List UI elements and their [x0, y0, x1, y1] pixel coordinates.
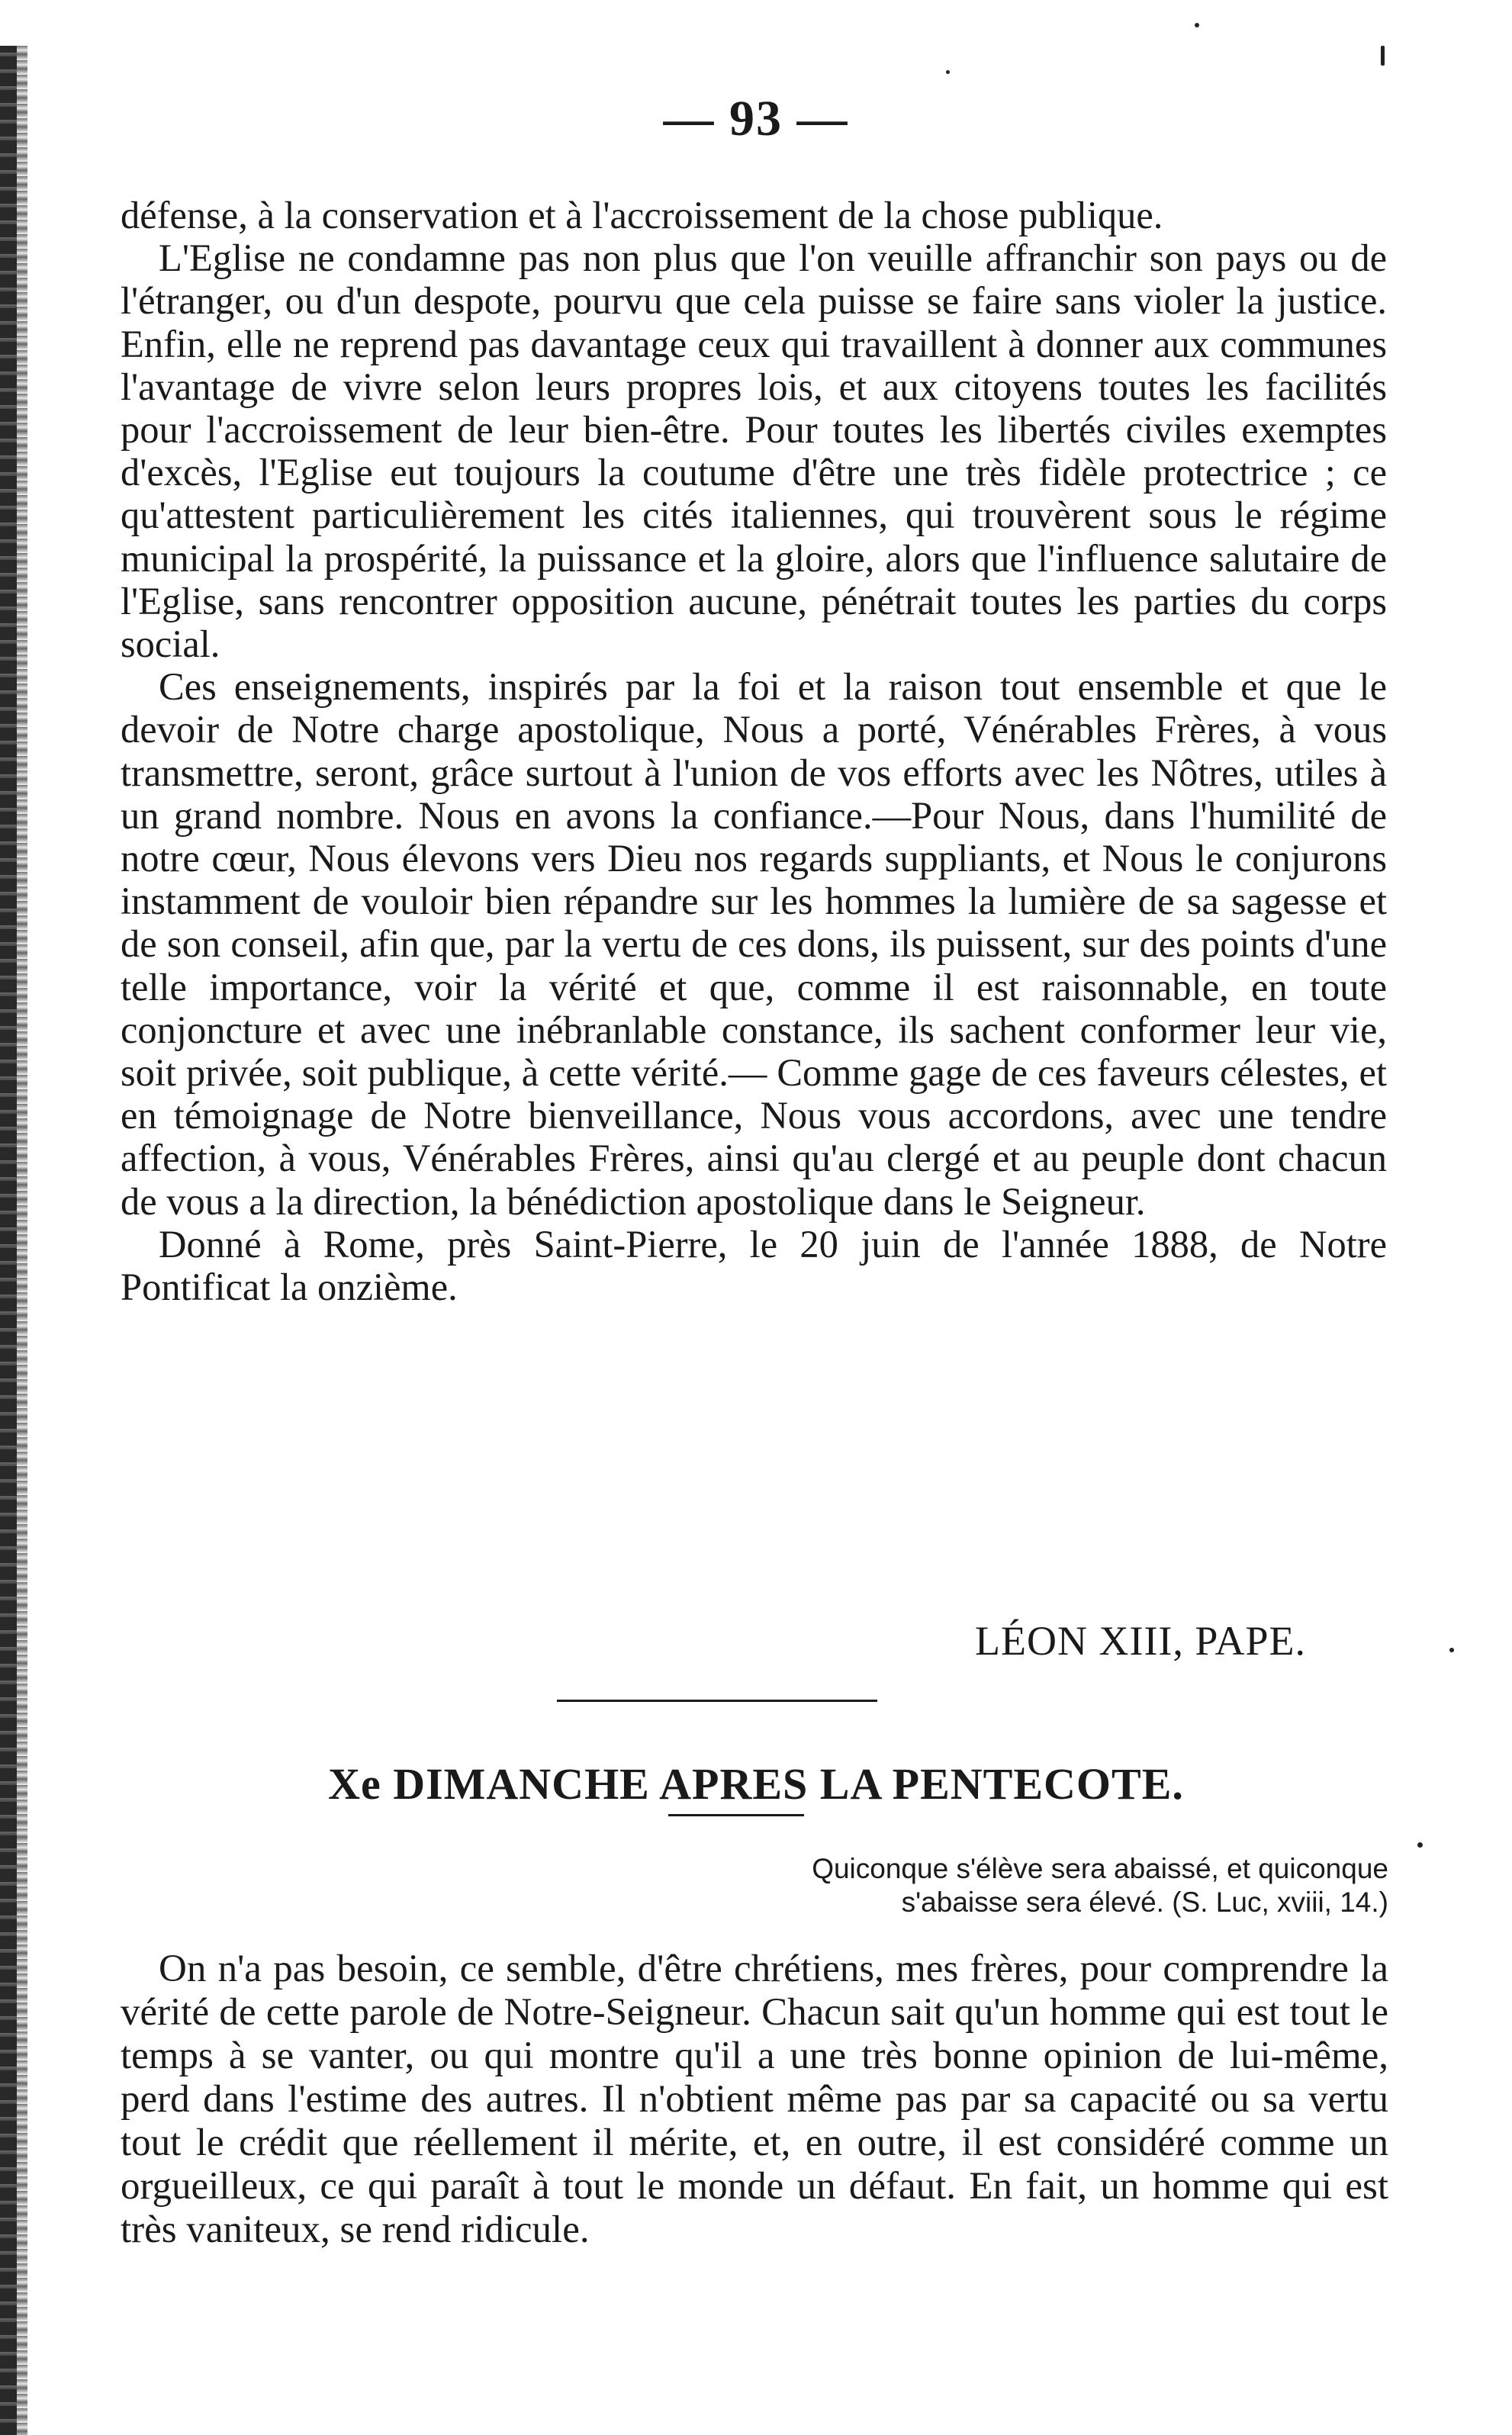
- section-divider: [557, 1700, 877, 1702]
- epigraph-line: Quiconque s'élève sera abaissé, et quiconque: [812, 1853, 1388, 1884]
- section-title: Xe DIMANCHE APRES LA PENTECOTE.: [328, 1759, 1184, 1809]
- paragraph: On n'a pas besoin, ce semble, d'être chrétiens, mes frères, pour comprendre la vérité de cette parole de Notre-Seigneur. Chacun sait qu'un homme qui est tout le temps à se vanter, ou qui montre qu'il a une très bonne opinion de lui-même, perd dans l'estime des autres. Il n'obtient même pas par sa capacité ou sa vertu tout le crédit que réellement il mérite, et, en outre, il est considéré comme un orgueilleux, ce qui paraît à tout le monde un défaut. En fait, un homme qui est très vaniteux, se rend ridicule.: [121, 1948, 1388, 2251]
- sermon-body: [121, 1948, 1388, 2252]
- title-underline: [668, 1814, 804, 1816]
- epigraph-citation: s'abaisse sera élevé. (S. Luc, xviii, 14.): [901, 1887, 1388, 1918]
- paragraph: défense, à la conservation et à l'accroissement de la chose publique.: [121, 194, 1163, 236]
- paragraph: L'Eglise ne condamne pas non plus que l'on veuille affranchir son pays ou de l'étranger, ou d'un despote, pourvu que cela puisse se faire sans violer la justice. Enfin, elle ne reprend pas davantage ceux qui travaillent à donner aux communes l'avantage de vivre selon leurs propres lois, et aux citoyens toutes les facilités pour l'accroissement de leur bien-être. Pour toutes les libertés civiles exemptes d'excès, l'Eglise eut toujours la coutume d'être une très fidèle protectrice ; ce qu'attestent particulièrement les cités italiennes, qui trouvèrent sous le régime municipal la prospérité, la puissance et la gloire, alors que l'influence salutaire de l'Eglise, sans rencontrer opposition aucune, pénétrait toutes les parties du corps social.: [121, 236, 1387, 666]
- signature: LÉON XIII, PAPE.: [975, 1618, 1306, 1664]
- scan-border-left: [0, 46, 17, 2435]
- page-number: — 93 —: [663, 91, 849, 146]
- scan-speck: [1449, 1648, 1454, 1652]
- encyclical-body: [121, 194, 1387, 1308]
- paragraph: Ces enseignements, inspirés par la foi et la raison tout ensemble et que le devoir de Notre charge apostolique, Nous a porté, Vénérables Frères, à vous transmettre, seront, grâce surtout à l'union de vos efforts avec les Nôtres, utiles à un grand nombre. Nous en avons la confiance.—Pour Nous, dans l'humilité de notre cœur, Nous élevons vers Dieu nos regards suppliants, et Nous le conjurons instamment de vouloir bien répandre sur les hommes la lumière de sa sagesse et de son conseil, afin que, par la vertu de ces dons, ils puissent, sur des points d'une telle importance, voir la vérité et que, comme il est raisonnable, en toute conjoncture et avec une inébranlable constance, ils sachent conformer leur vie, soit privée, soit publique, à cette vérité.— Comme gage de ces faveurs célestes, et en témoignage de Notre bienveillance, Nous vous accordons, avec une tendre affection, à vous, Vénérables Frères, ainsi qu'au clergé et au peuple dont chacun de vous a la direction, la bénédiction apostolique dans le Seigneur.: [121, 665, 1387, 1223]
- scan-speck: [1381, 46, 1385, 66]
- epigraph: [656, 1852, 1388, 1919]
- scan-border-shadow: [17, 46, 27, 2435]
- scan-speck: [946, 70, 950, 74]
- scan-speck: [1195, 23, 1199, 27]
- scan-speck: [1417, 1842, 1423, 1848]
- paragraph: Donné à Rome, près Saint-Pierre, le 20 juin de l'année 1888, de Notre Pontificat la onzième.: [121, 1222, 1387, 1309]
